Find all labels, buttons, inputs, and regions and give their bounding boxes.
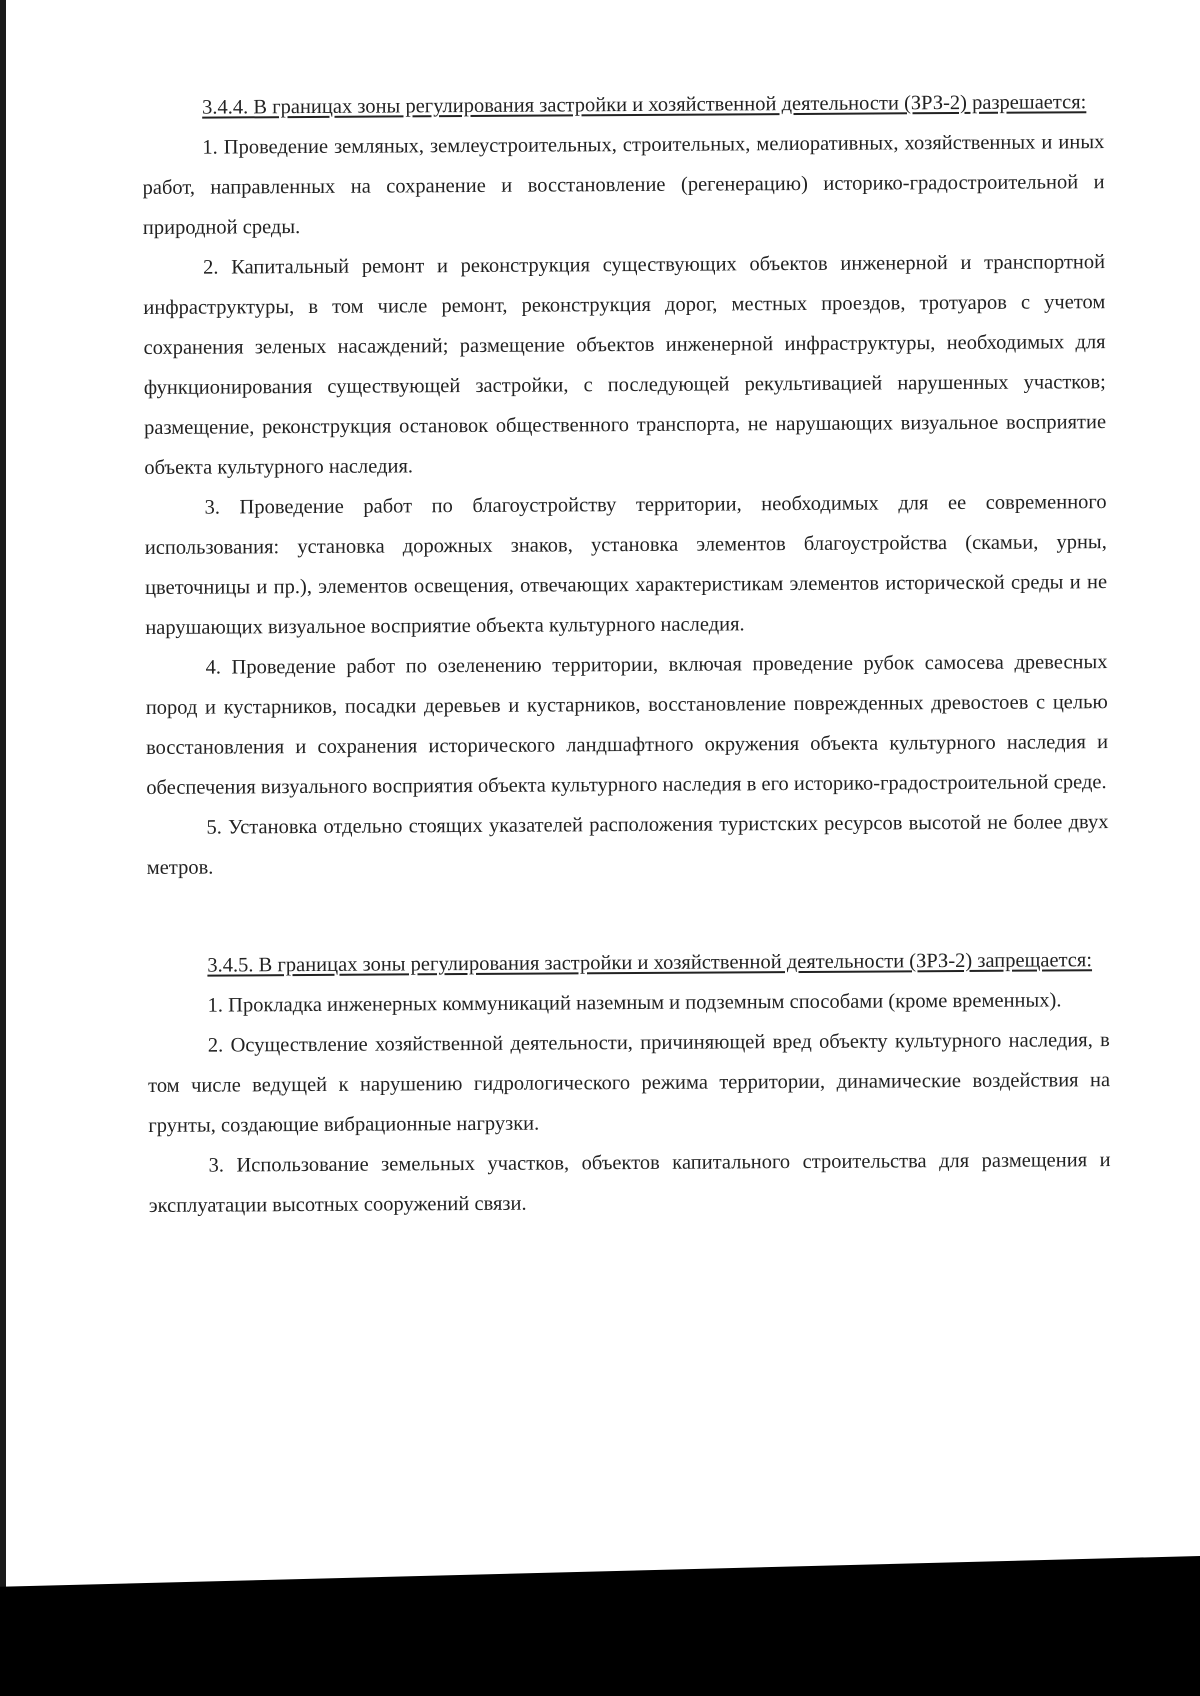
scan-bottom-edge: [0, 1556, 1200, 1696]
scan-left-edge: [0, 0, 6, 1600]
list-item: 1. Проведение земляных, землеустроительных, строительных, мелиоративных, хозяйственных и иных работ, направленных на сохранение и восстановление (регенерацию) историко-градостроительной и природной среды.: [142, 131, 1105, 239]
list-item: 5. Установка отдельно стоящих указателей расположения туристских ресурсов высотой не более двух метров.: [146, 811, 1109, 879]
section-heading: 3.4.5. В границах зоны регулирования застройки и хозяйственной деятельности (ЗРЗ-2) запрещается:: [207, 949, 1093, 977]
list-item: 2. Осуществление хозяйственной деятельности, причиняющей вред объекту культурного наследия, в том числе ведущей к нарушению гидрологического режима территории, динамические воздействия на грунты, создающие вибрационные нагрузки.: [148, 1029, 1111, 1137]
section-spacer: [147, 882, 1109, 946]
section-3-4-4: [142, 82, 1109, 888]
list-item: 2. Капитальный ремонт и реконструкция существующих объектов инженерной и транспортной инфраструктуры, в том числе ремонт, реконструкция дорог, местных проездов, тротуаров с учетом сохранения зеленых насаждений; размещение объектов инженерной инфраструктуры, необходимых для функционирования существующей застройки, с последующей рекультивацией нарушенных участков; размещение, реконструкция остановок общественного транспорта, не нарушающих визуальное восприятие объекта культурного наследия.: [143, 251, 1107, 479]
document-body: [142, 82, 1111, 1226]
list-item: 4. Проведение работ по озеленению территории, включая проведение рубок самосева древесных пород и кустарников, посадки деревьев и кустарников, восстановление поврежденных древостоев с целью восстановления и сохранения исторического ландшафтного окружения объекта культурного наследия и обеспечения визуального восприятия объекта культурного наследия в его историко-градостроительной среде.: [145, 651, 1109, 799]
list-item: 1. Прокладка инженерных коммуникаций наземным и подземным способами (кроме временных).: [207, 989, 1062, 1017]
section-3-4-5: [147, 940, 1111, 1226]
list-item: 3. Использование земельных участков, объектов капитального строительства для размещения и эксплуатации высотных сооружений связи.: [148, 1149, 1111, 1217]
list-item: 3. Проведение работ по благоустройству территории, необходимых для ее современного использования: установка дорожных знаков, установка элементов благоустройства (скамьи, урны, цветочницы и пр.), элементов освещения, отвечающих характеристикам элементов исторической среды и не нарушающих визуальное восприятие объекта культурного наследия.: [144, 491, 1108, 639]
section-heading: 3.4.4. В границах зоны регулирования застройки и хозяйственной деятельности (ЗРЗ-2) разрешается:: [202, 91, 1087, 119]
